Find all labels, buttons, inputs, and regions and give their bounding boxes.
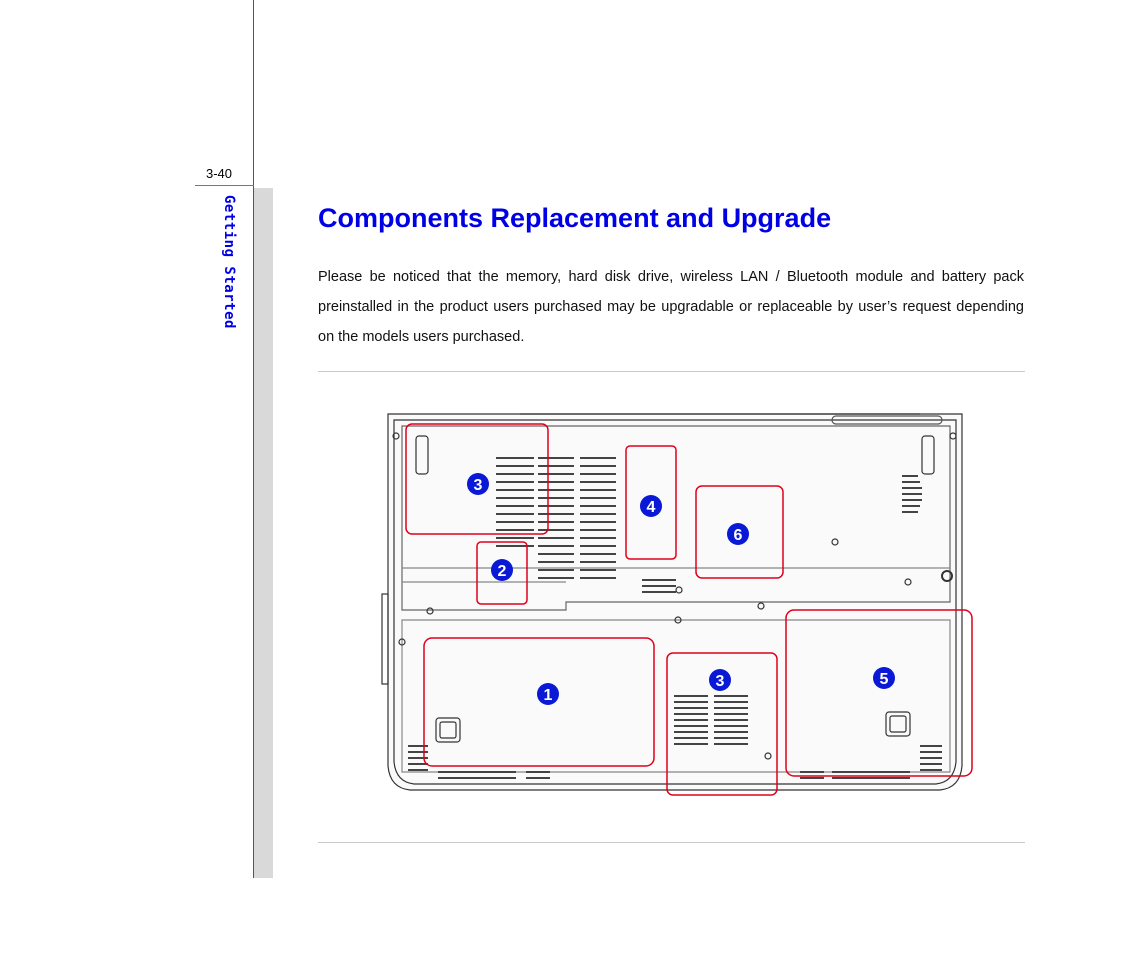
badge-cpu-fan-bottom: [709, 669, 731, 691]
sidebar-bar: [254, 188, 273, 878]
badge-cpu-fan-top: [467, 473, 489, 495]
svg-text:3: 3: [715, 673, 725, 690]
page-number-rule: [195, 185, 254, 186]
badge-wlan: [640, 495, 662, 517]
svg-text:1: 1: [543, 687, 553, 704]
badge-battery: [537, 683, 559, 705]
page-title: Components Replacement and Upgrade: [318, 203, 832, 233]
svg-text:5: 5: [879, 671, 889, 688]
divider-top: [318, 371, 1025, 372]
laptop-body: [382, 414, 962, 790]
intro-paragraph: Please be noticed that the memory, hard disk drive, wireless LAN / Bluetooth module and battery pack preinstalled in the product users purchased may be upgradable or replaceable by user’s request depending on the models users purchased.: [318, 269, 1024, 345]
laptop-bottom-figure: [380, 406, 976, 802]
divider-bottom: [318, 842, 1025, 843]
svg-text:4: 4: [646, 499, 656, 516]
page-number: 3-40: [206, 166, 233, 181]
badge-bluetooth: [727, 523, 749, 545]
section-label: Getting Started: [221, 195, 237, 329]
svg-text:2: 2: [497, 563, 507, 580]
badge-memory: [491, 559, 513, 581]
svg-text:3: 3: [473, 477, 483, 494]
badge-hdd: [873, 667, 895, 689]
svg-text:6: 6: [733, 527, 743, 544]
